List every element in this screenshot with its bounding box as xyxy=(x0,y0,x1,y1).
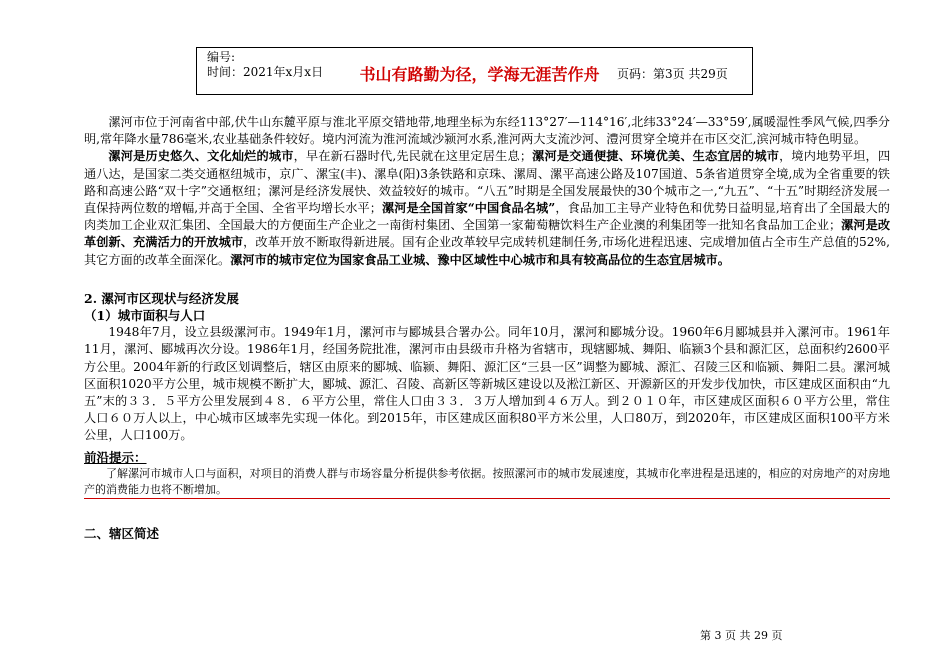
tip-text: 了解漯河市城市人口与面积，对项目的消费人群与市场容量分析提供参考依据。按照漯河市的城市发展速度，其城市化率进程是迅速的，相应的对房地产的对房地产的消费能力也将不断增加。 xyxy=(84,466,890,499)
feature-history: 漯河是历史悠久、文化灿烂的城市 xyxy=(108,149,294,164)
header-motto: 书山有路勤为径，学海无涯苦作舟 xyxy=(359,65,600,84)
feature-reform-text: ，改革开放不断取得新进展。国有企业改革较早完成转机建制任务,市场化进程迅速、完成增加值占全市生产总值的52%,其它方面的改革全面深化。 xyxy=(84,235,891,267)
frontier-tip xyxy=(84,449,890,499)
subsection-title-area-population: （1）城市面积与人口 xyxy=(84,308,206,324)
page-header xyxy=(196,47,753,95)
header-left xyxy=(207,50,323,80)
feature-food-city: 漯河是全国首家“中国食品名城” xyxy=(381,201,556,216)
document-body xyxy=(84,114,890,542)
section-title-districts: 二、辖区简述 xyxy=(84,525,160,541)
feature-reform: 漯河是改革创新、充满活力的开放城市 xyxy=(84,218,891,250)
area-population-paragraph: 1948年7月，设立县级漯河市。1949年1月，漯河市与郾城县合署办公。同年10月，漯河和郾城分设。1960年6月郾城县并入漯河市。1961年11月，漯河、郾城再次分设。1986年1月，经国务院批准，漯河市由县级市升格为省辖市，现辖郾城、舞阳、临颍3个县和源汇区，总面积约2600平方公里。2004年新的行政区划调整后，辖区由原来的郾城、临颍、舞阳、源汇区“三县一区”调整为郾城、源汇、召陵三区和临颍、舞阳二县。漯河城区面积1020平方公里，城市规模不断扩大，郾城、源汇、召陵、高新区等新城区建设以及淞江新区、开源新区的开发步伐加快，市区建成区面积由“九五”末的３３．５平方公里发展到４８．６平方公里，常住人口由３３．３万人增加到４６万人。到２０１０年，市区建成区面积６０平方公里，常住人口６０万人以上，中心城市区域率先实现一体化。到2015年，市区建成区面积80平方米公里，人口80万，到2020年，市区建成区面积100平方米公里，人口100万。 xyxy=(84,325,890,443)
city-positioning: 漯河市的城市定位为国家食品工业城、豫中区域性中心城市和具有较高品位的生态宜居城市。 xyxy=(230,252,730,267)
feature-history-text: ，早在新石器时代,先民就在这里定居生息； xyxy=(293,149,533,164)
tip-label: 前沿提示： xyxy=(84,449,147,465)
feature-food-city-text: ，食品加工主导产业特色和优势日益明显,培育出了全国最大的肉类加工企业双汇集团、全国最大的方便面生产企业之一南街村集团、全国第一家葡萄糖饮料生产企业澳的利集团等一批知名食品加工企业； xyxy=(84,201,890,233)
section-title-status: 2. 漯河市区现状与经济发展 xyxy=(84,290,239,306)
header-page-code: 页码：第3页 共29页 xyxy=(617,67,728,81)
doc-number: 编号: xyxy=(207,50,236,64)
doc-time: 时间：2021年x月x日 xyxy=(207,65,324,79)
feature-transport-text: ，境内地势平坦，四通八达，是国家二类交通枢纽城市，京广、漯宝(丰)、漯阜(阳)3条铁路和京珠、漯周、漯平高速公路及107国道、5条省道贯穿全境,成为全省重要的铁路和高速公路“双十字”交通枢纽；漯河是经济发展快、效益较好的城市。“八五”时期是全国发展最快的30个城市之一,“九五”、“十五”时期经济发展一直保持两位数的增幅,并高于全国、全省平均增长水平； xyxy=(84,149,891,216)
feature-transport: 漯河是交通便捷、环境优美、生态宜居的城市 xyxy=(532,149,780,164)
page-footer: 第 3 页 共 29 页 xyxy=(700,629,783,642)
intro-paragraph: 漯河市位于河南省中部,伏牛山东麓平原与淮北平原交错地带,地理坐标为东经113°27′—114°16′,北纬33°24′—33°59′,属暖湿性季风气候,四季分明,常年降水量786毫米,农业基础条件较好。境内河流为淮河流域沙颍河水系,淮河两大支流沙河、澧河贯穿全境并在市区交汇,滨河城市特色明显。 xyxy=(84,115,890,147)
city-features-paragraph xyxy=(84,148,890,268)
